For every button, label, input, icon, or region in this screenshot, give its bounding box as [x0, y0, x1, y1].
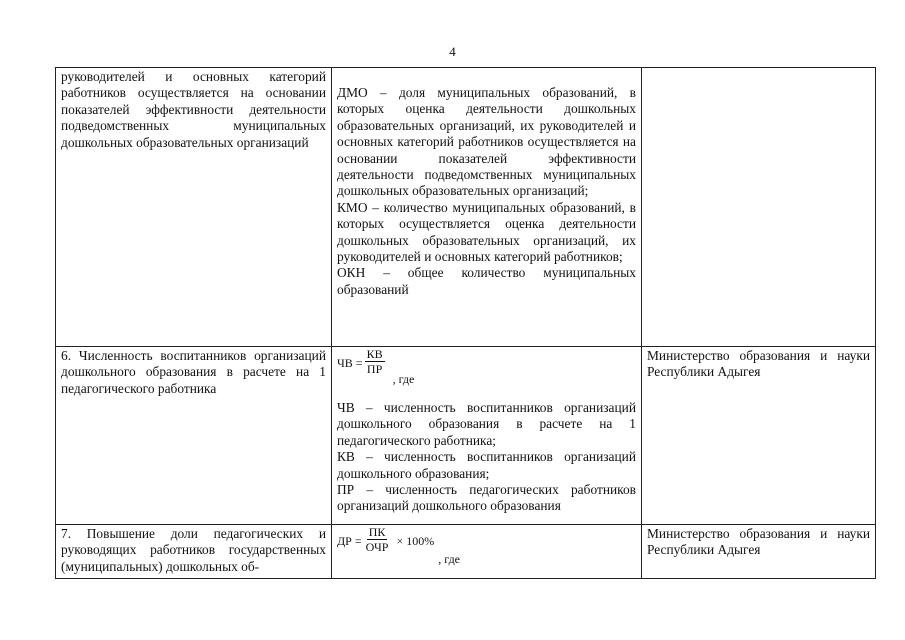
table-row — [56, 347, 876, 525]
indicator-text: 6. Численность воспитанников организаций дошкольного образования в расчете на 1 педагогического работника — [61, 348, 326, 396]
formula-numerator: ПК — [368, 525, 386, 539]
responsible-text: Министерство образования и науки Республики Адыгея — [647, 348, 870, 380]
formula-lhs: ЧВ = — [337, 356, 363, 370]
formula-lhs: ДР = — [337, 534, 362, 548]
formula-multiplier: × 100% — [396, 534, 435, 548]
formula-fraction — [365, 348, 385, 376]
formula-denominator: ОЧР — [365, 540, 389, 554]
responsible-cell — [642, 525, 876, 579]
definition-text: ОКН – общее количество муниципальных образований — [337, 265, 636, 297]
formula-fraction — [364, 526, 391, 554]
definition-text: ЧВ – численность воспитанников организаций дошкольного образования в расчете на 1 педагогического работника; — [337, 400, 636, 448]
page-number: 4 — [449, 44, 456, 59]
formula-suffix: , где — [392, 372, 415, 386]
formula — [337, 348, 636, 400]
definition-text: ДМО – доля муниципальных образований, в которых оценка деятельности дошкольных образовательных организаций, их руководителей и основных категорий работников осуществляется на основании показателей эффективности деятельности подведомственных муниципальных дошкольных образовательных организаций; — [337, 85, 636, 199]
formula-denominator: ПР — [366, 362, 383, 376]
definitions-cell — [332, 68, 642, 347]
indicator-text: 7. Повышение доли педагогических и руководящих работников государственных (муниципальных) дошкольных об- — [61, 526, 326, 574]
responsible-cell — [642, 347, 876, 525]
formula — [337, 526, 636, 578]
definition-text: КВ – численность воспитанников организаций дошкольного образования; — [337, 449, 636, 481]
definition-text: ПР – численность педагогических работников организаций дошкольного образования — [337, 482, 636, 514]
formula-suffix: , где — [438, 552, 461, 566]
definitions-cell — [332, 347, 642, 525]
definition-text: КМО – количество муниципальных образований, в которых осуществляется оценка деятельности дошкольных образовательных организаций, их руководителей и основных категорий работников; — [337, 199, 636, 265]
formula-numerator: КВ — [366, 347, 383, 361]
indicator-cell — [56, 347, 332, 525]
definitions-cell — [332, 525, 642, 579]
responsible-text: Министерство образования и науки Республики Адыгея — [647, 526, 870, 558]
table-row — [56, 68, 876, 347]
responsible-cell — [642, 68, 876, 347]
indicator-cell — [56, 525, 332, 579]
indicator-text: руководителей и основных категорий работников осуществляется на основании показателей эффективности деятельности подведомственных муниципальных дошкольных образовательных организаций — [61, 69, 326, 150]
table-row — [56, 525, 876, 579]
indicators-table — [55, 67, 876, 579]
indicator-cell — [56, 68, 332, 347]
